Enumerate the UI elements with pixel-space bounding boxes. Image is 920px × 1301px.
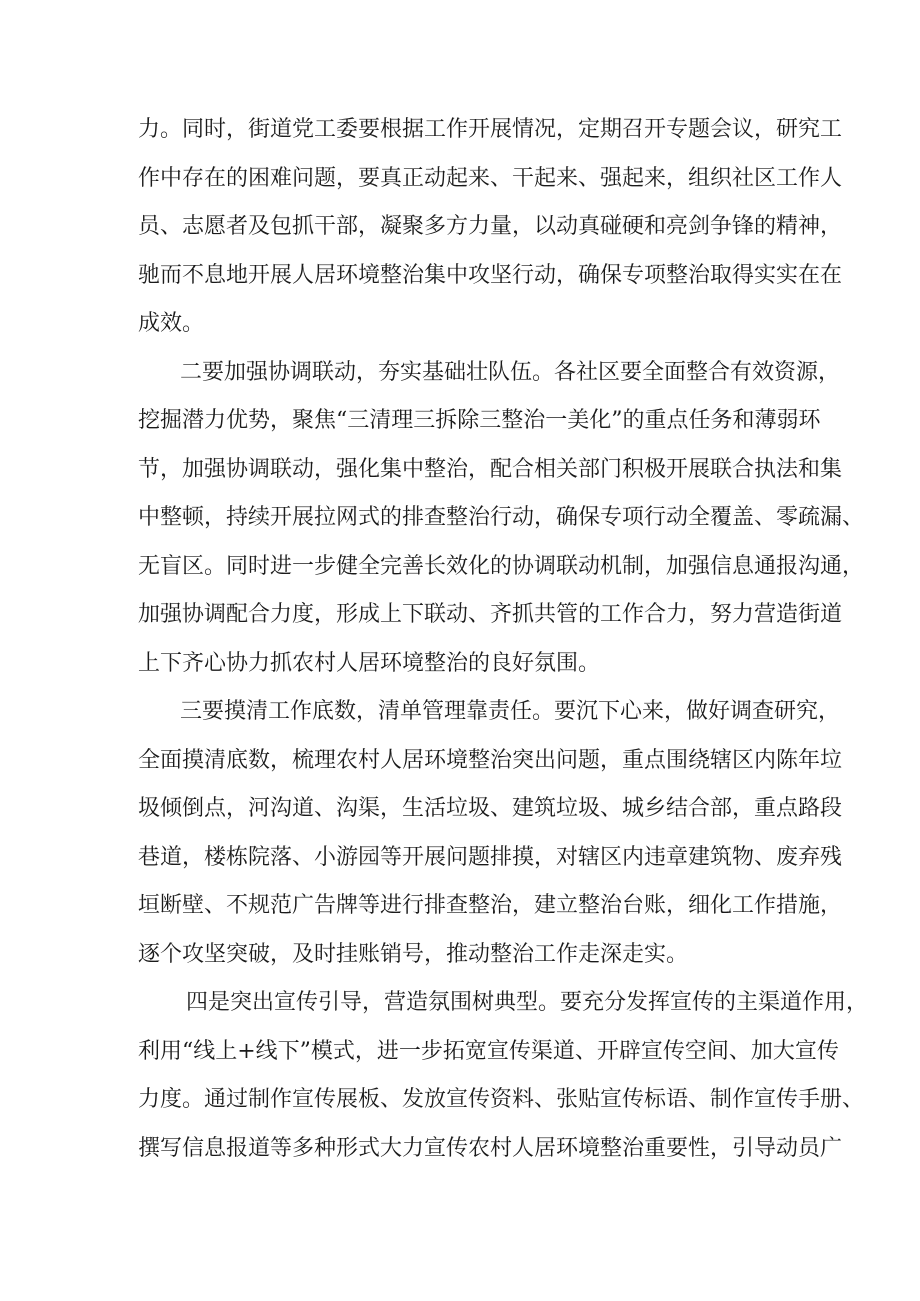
paragraph-3-line-5: 垣断壁、不规范广告牌等进行排查整治，建立整治台账，细化工作措施， (138, 893, 843, 918)
paragraph-2-line-2: 挖掘潜力优势，聚焦“三清理三拆除三整治一美化”的重点任务和薄弱环 (138, 408, 821, 433)
paragraph-4-line-1: 四是突出宣传引导，营造氛围树典型。要充分发挥宣传的主渠道作用， (186, 990, 869, 1015)
paragraph-1-line-2: 作中存在的困难问题，要真正动起来、干起来、强起来，组织社区工作人 (138, 166, 843, 191)
paragraph-3-line-3: 圾倾倒点，河沟道、沟渠，生活垃圾、建筑垃圾、城乡结合部，重点路段 (138, 796, 843, 821)
paragraph-2-line-7: 上下齐心协力抓农村人居环境整治的良好氛围。 (138, 651, 601, 676)
paragraph-3-line-6: 逐个攻坚突破，及时挂账销号，推动整治工作走深走实。 (138, 942, 689, 967)
paragraph-2-line-1: 二要加强协调联动，夯实基础壮队伍。各社区要全面整合有效资源， (180, 360, 841, 385)
paragraph-4-line-4: 撰写信息报道等多种形式大力宣传农村人居环境整治重要性，引导动员广 (138, 1136, 843, 1161)
paragraph-1-line-5: 成效。 (138, 311, 205, 336)
paragraph-1-line-3: 员、志愿者及包抓干部，凝聚多方力量，以动真碰硬和亮剑争锋的精神， (138, 214, 843, 239)
paragraph-4-line-3: 力度。通过制作宣传展板、发放宣传资料、张贴宣传标语、制作宣传手册、 (138, 1087, 865, 1112)
paragraph-3-line-2: 全面摸清底数，梳理农村人居环境整治突出问题，重点围绕辖区内陈年垃 (138, 748, 843, 773)
paragraph-2-line-4: 中整顿，持续开展拉网式的排查整治行动，确保专项行动全覆盖、零疏漏、 (138, 505, 865, 530)
paragraph-2-line-6: 加强协调配合力度，形成上下联动、齐抓共管的工作合力，努力营造街道 (138, 602, 843, 627)
paragraph-2-line-3: 节，加强协调联动，强化集中整治，配合相关部门积极开展联合执法和集 (138, 457, 843, 482)
paragraph-4-line-2: 利用“线上+线下”模式，进一步拓宽宣传渠道、开辟宣传空间、加大宣传 (138, 1039, 839, 1064)
paragraph-3-line-1: 三要摸清工作底数，清单管理靠责任。要沉下心来，做好调查研究， (180, 699, 841, 724)
paragraph-1-line-4: 驰而不息地开展人居环境整治集中攻坚行动，确保专项整治取得实实在在 (138, 263, 843, 288)
paragraph-1-line-1: 力。同时，街道党工委要根据工作开展情况，定期召开专题会议，研究工 (138, 117, 843, 142)
paragraph-3-line-4: 巷道，楼栋院落、小游园等开展问题排摸，对辖区内违章建筑物、废弃残 (138, 845, 843, 870)
paragraph-2-line-5: 无盲区。同时进一步健全完善长效化的协调联动机制，加强信息通报沟通， (138, 554, 865, 579)
